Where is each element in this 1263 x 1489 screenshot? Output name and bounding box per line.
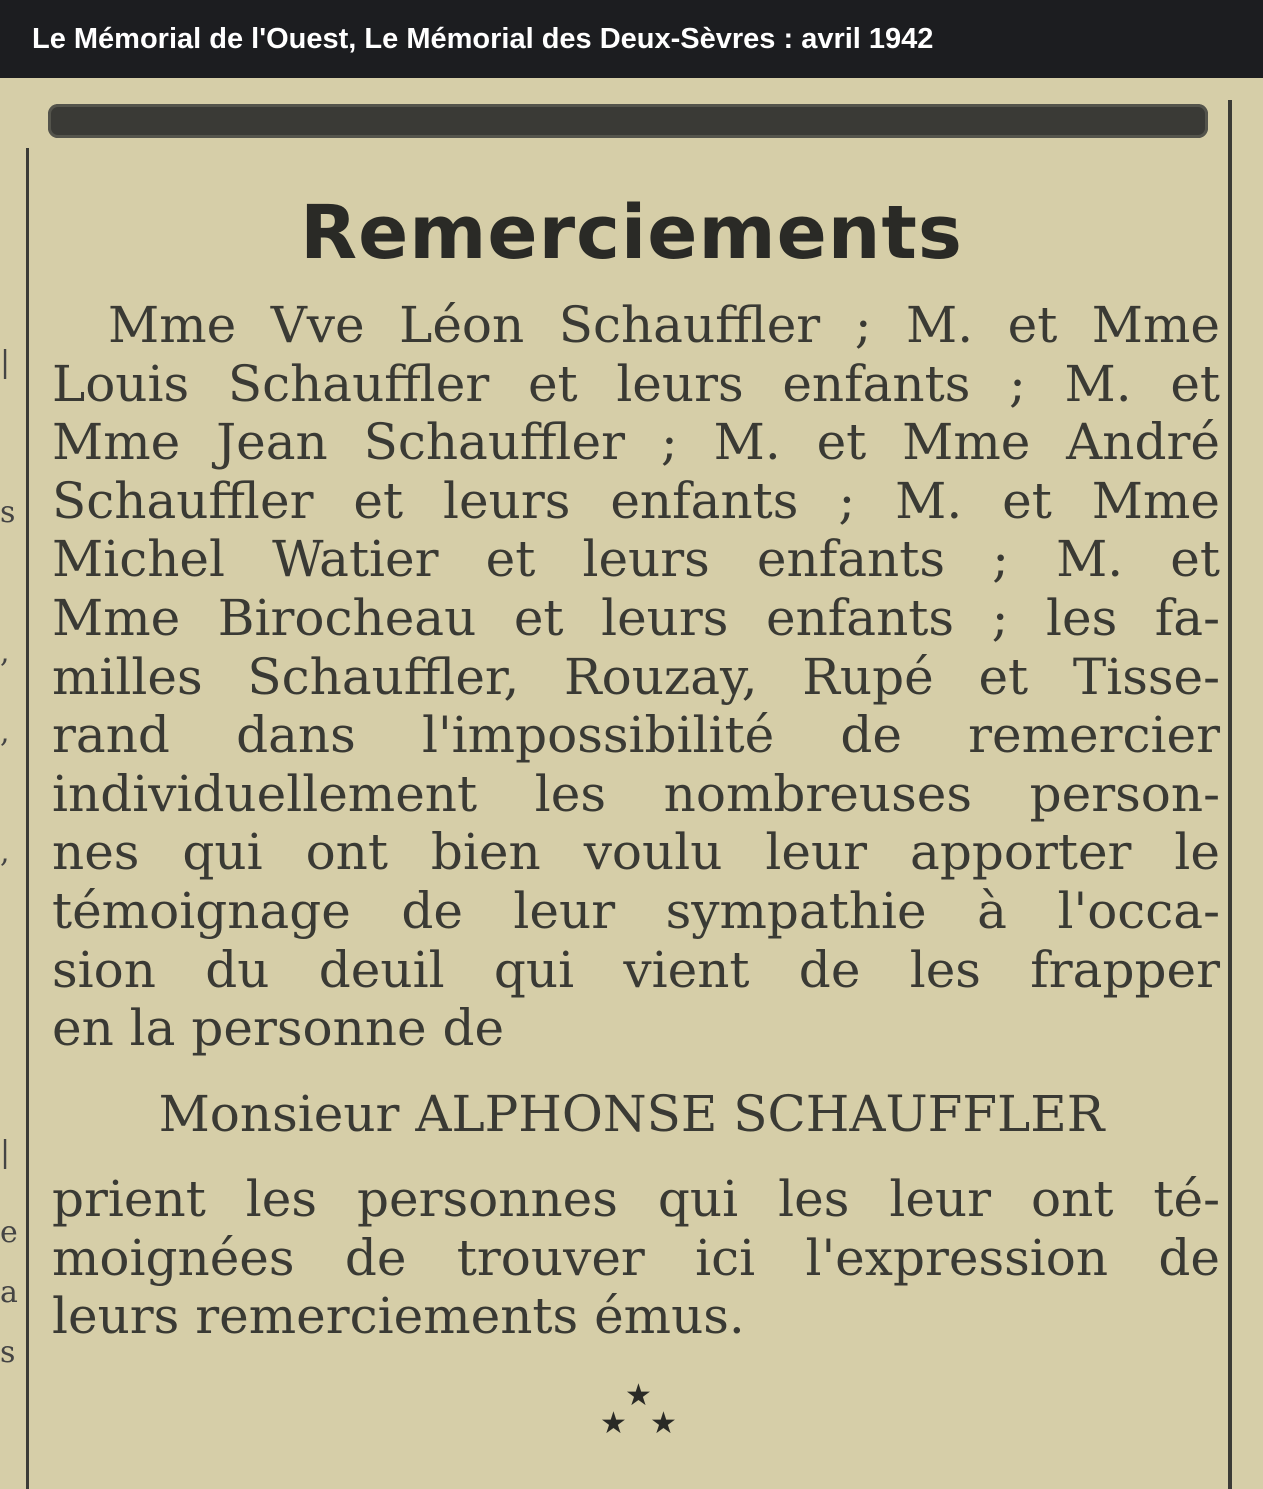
body-line: individuellement les nombreuses person-	[52, 764, 1220, 823]
body-line: témoignage de leur sympathie à l'occa-	[52, 881, 1220, 940]
article-closing	[52, 1170, 1220, 1346]
window-title: Le Mémorial de l'Ouest, Le Mémorial des Deux-Sèvres : avril 1942	[32, 23, 934, 55]
article-body	[52, 296, 1220, 1058]
closing-line: moignées de trouver ici l'expression de	[52, 1228, 1220, 1287]
column-divider-right	[1228, 100, 1232, 1489]
deceased-name: Monsieur ALPHONSE SCHAUFFLER	[158, 1085, 1105, 1143]
adjacent-column-fragments: | s , , , | e a s	[0, 345, 18, 1370]
body-line: Schauffler et leurs enfants ; M. et Mme	[52, 471, 1220, 530]
newspaper-clipping	[0, 78, 1263, 1489]
body-line: Mme Birocheau et leurs enfants ; les fa-	[52, 588, 1220, 647]
body-line: Mme Jean Schauffler ; M. et Mme André	[52, 413, 1220, 472]
body-line: Mme Vve Léon Schauffler ; M. et Mme	[108, 296, 1220, 354]
window-title-bar	[0, 0, 1263, 78]
decorative-top-rule	[48, 104, 1208, 138]
column-divider-left	[26, 148, 29, 1489]
article-headline: Remerciements	[300, 190, 963, 276]
closing-line: leurs remerciements émus.	[52, 1287, 745, 1346]
body-line: sion du deuil qui vient de les frapper	[52, 940, 1220, 999]
body-line: nes qui ont bien voulu leur apporter le	[52, 823, 1220, 882]
body-line: Michel Watier et leurs enfants ; M. et	[52, 530, 1220, 589]
closing-line: prient les personnes qui les leur ont té-	[52, 1170, 1220, 1228]
body-line: rand dans l'impossibilité de remercier	[52, 706, 1220, 765]
asterism-separator: ★ ★ ★	[600, 1378, 677, 1441]
body-line: Louis Schauffler et leurs enfants ; M. et	[52, 354, 1220, 413]
body-line: en la personne de	[52, 999, 505, 1058]
body-line: milles Schauffler, Rouzay, Rupé et Tisse-	[52, 647, 1220, 706]
